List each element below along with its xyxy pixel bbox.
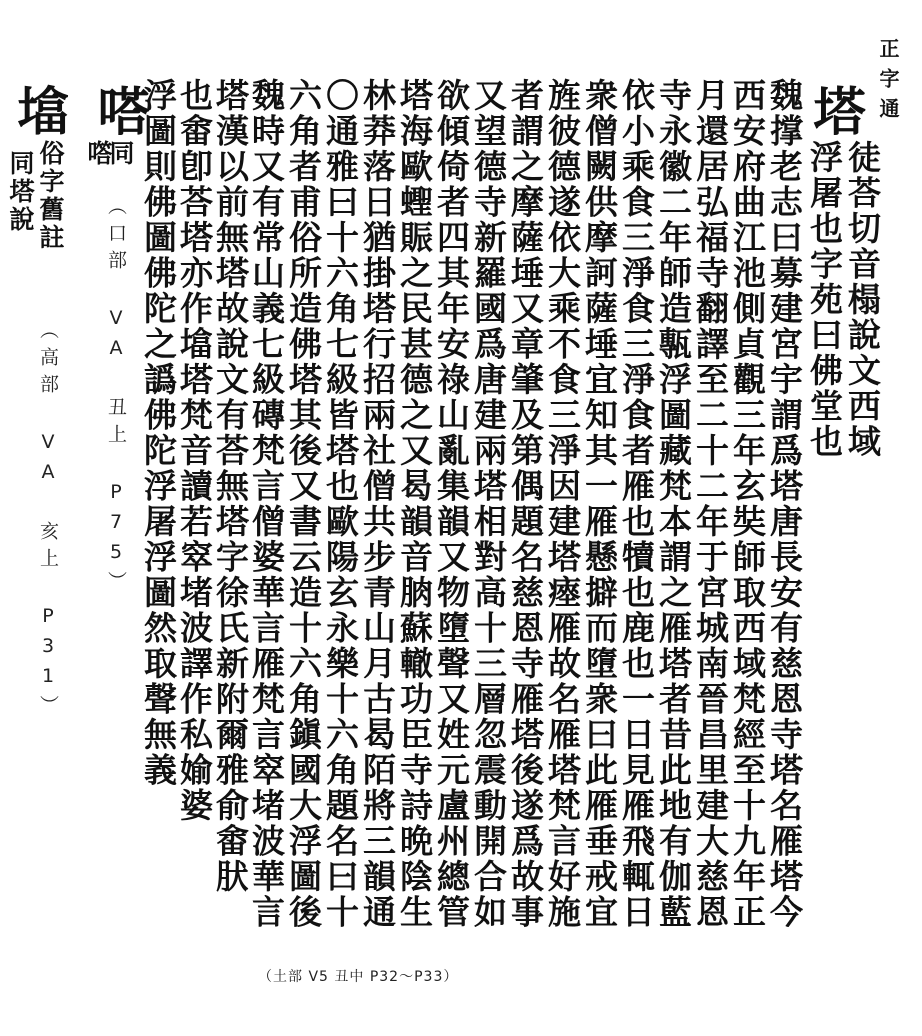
- bottom-reference-note: （土部 V5 丑中 P32～P33）: [258, 969, 459, 985]
- variant2-headword: 墖: [8, 84, 69, 136]
- entry-line-5: 月還居弘福寺翻譯至二十二年于宮城南晉昌里建大慈恩: [691, 78, 730, 930]
- variant1-note: （口部 VA 丑上 P75）: [105, 196, 127, 598]
- entry-line-14: 林莽落日猶掛塔行招兩社僧共步青山月古曷陌將三韻通: [358, 78, 397, 930]
- entry-line-7: 依小乘食三淨食三淨食者雁也犢也鹿也一日見雁飛輒日: [617, 78, 656, 930]
- variant2-note: （高部 VA 亥上 P31）: [37, 320, 59, 722]
- variant2-line: 俗字舊註: [36, 140, 65, 252]
- variant1-variant-char: 㗳: [84, 140, 113, 168]
- entry-line-13: 塔海歐蟶賑之民甚德之又曷韻音朒蘇轍功臣寺詩晩陰生: [395, 78, 434, 930]
- variant2-line2: 同塔說: [6, 150, 35, 234]
- entry-line-9: 旌彼德遂依大乘不食三淨因建塔瘞雁故名雁塔梵言好施: [543, 78, 582, 930]
- entry-line-6: 寺永徽二年師造甎浮圖藏梵本謂之雁塔者昔此地有伽藍: [654, 78, 693, 930]
- section-title: 正字通: [876, 38, 900, 128]
- entry-line-17: 魏時又有常山義七級磚梵言僧婆華言雁梵言窣堵波華言: [247, 78, 286, 930]
- entry-line-16: 六角者甫俗所造佛塔其後又書云造十六角鎭國大浮圖後: [284, 78, 323, 930]
- entry-line-19: 也畬卽荅塔亦作墖塔梵音讀若窣堵波譯作私媮婆: [175, 78, 214, 824]
- entry-line-15: 〇通雅曰十六角七級皆塔也歐陽玄永樂十六角題名曰十: [321, 78, 360, 930]
- entry-line-20: 浮圖則佛圖佛陀之譌佛陀浮屠浮圖然取聲無義: [139, 78, 178, 788]
- entry-line-4: 西安府曲江池側貞觀三年玄奘師取西域梵經至十九年正: [728, 78, 767, 930]
- variant1-headword: 嗒: [88, 84, 149, 136]
- entry-headword: 塔: [804, 84, 865, 136]
- variant1-same: 同: [106, 140, 135, 168]
- entry-line-11: 又望德寺新羅國爲唐建兩塔相對高十三層忽震動開合如: [469, 78, 508, 930]
- entry-line-2: 浮屠也字苑曰佛堂也: [805, 140, 844, 460]
- entry-line-10: 者謂之摩薩埵又章肇及第偶題名慈恩寺雁塔後遂爲故事: [506, 78, 545, 930]
- entry-line-12: 欲傾倚者四其年安祿山亂集韻又物墮聲又姓元盧州總管: [432, 78, 471, 930]
- entry-line-8: 衆僧闕供摩訶薩埵宜知其一雁懸擗而墮衆曰此雁垂戒宜: [580, 78, 619, 930]
- entry-line-3: 魏撑老志曰募建宮宇謂爲塔唐長安有慈恩寺塔名雁塔今: [765, 78, 804, 930]
- entry-line-18: 塔漢以前無塔故說文有荅無塔字徐氏新附爾雅俞畬肰: [211, 78, 250, 895]
- entry-line-1: 徒荅切音榻說文西域: [843, 140, 882, 460]
